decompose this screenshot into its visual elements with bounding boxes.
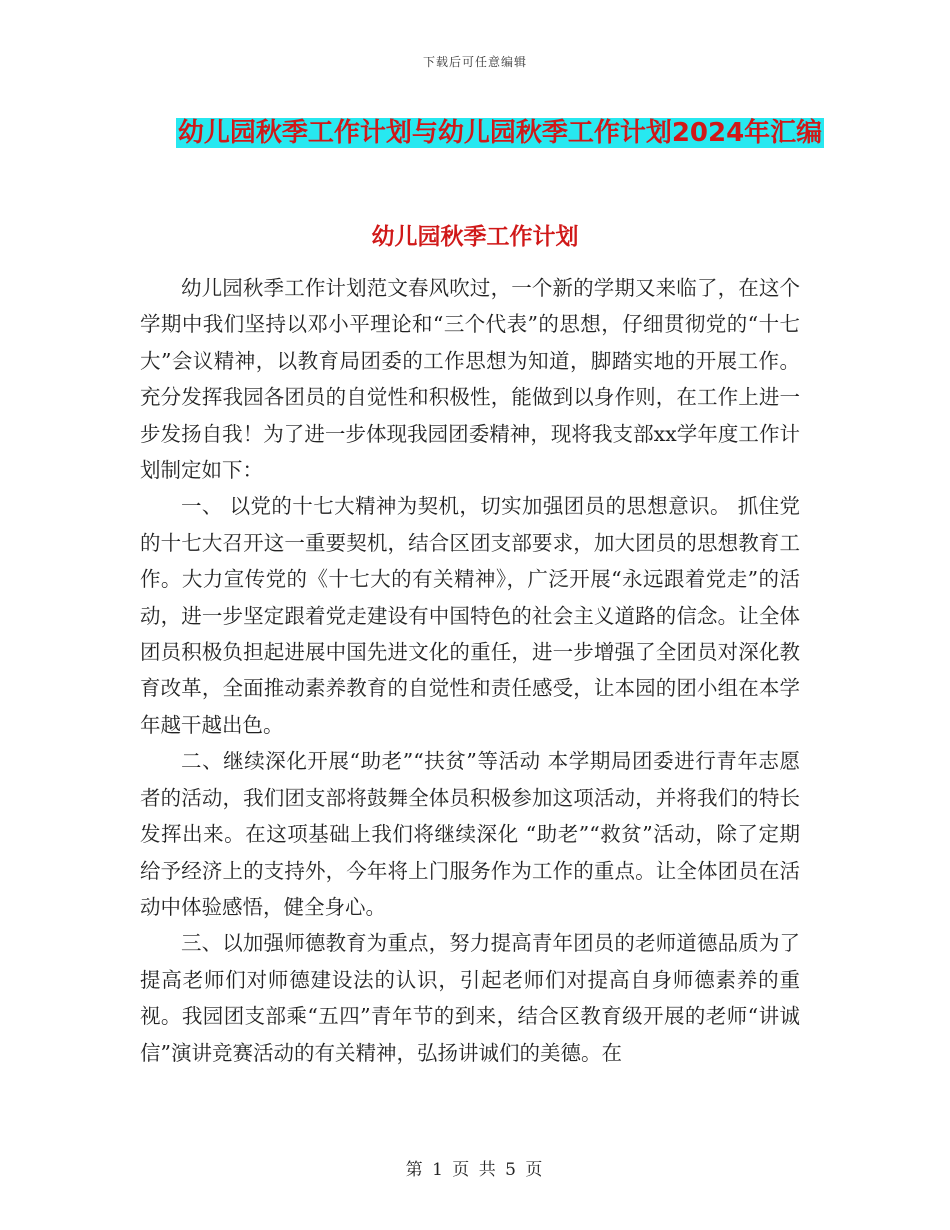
- document-title-text: 幼儿园秋季工作计划与幼儿园秋季工作计划2024年汇编: [177, 118, 823, 148]
- document-title: [140, 110, 860, 156]
- document-body: [140, 270, 800, 1071]
- paragraph-intro: 幼儿园秋季工作计划范文春风吹过，一个新的学期又来临了，在这个学期中我们坚持以邓小平理论和“三个代表”的思想，仔细贯彻党的“十七大”会议精神，以教育局团委的工作思想为知道，脚踏实地的开展工作。充分发挥我园各团员的自觉性和积极性，能做到以身作则，在工作上进一步发扬自我！为了进一步体现我园团委精神，现将我支部xx学年度工作计划制定如下：: [140, 276, 800, 483]
- page-number-footer: 第 1 页 共 5 页: [405, 1160, 545, 1180]
- header-note: 下载后可任意编辑: [422, 55, 527, 69]
- section-title: 幼儿园秋季工作计划: [371, 224, 579, 250]
- paragraph-item-3: 三、以加强师德教育为重点，努力提高青年团员的老师道德品质为了提高老师们对师德建设法的认识，引起老师们对提高自身师德素养的重视。我园团支部乘“五四”青年节的到来，结合区教育级开展的老师“讲诚信”演讲竞赛活动的有关精神，弘扬讲诚们的美德。在: [140, 931, 800, 1065]
- paragraph-item-2: 二、继续深化开展“助老”“扶贫”等活动 本学期局团委进行青年志愿者的活动，我们团支部将鼓舞全体员积极参加这项活动，并将我们的特长发挥出来。在这项基础上我们将继续深化 “助老”“救贫”活动，除了定期给予经济上的支持外，今年将上门服务作为工作的重点。让全体团员在活动中体验感悟，健全身心。: [140, 749, 800, 919]
- paragraph-item-1: 一、 以党的十七大精神为契机，切实加强团员的思想意识。 抓住党的十七大召开这一重要契机，结合区团支部要求，加大团员的思想教育工作。大力宣传党的《十七大的有关精神》，广泛开展“永远跟着党走”的活动，进一步坚定跟着党走建设有中国特色的社会主义道路的信念。让全体团员积极负担起进展中国先进文化的重任，进一步增强了全团员对深化教育改革，全面推动素养教育的自觉性和责任感受，让本园的团小组在本学年越干越出色。: [140, 494, 800, 737]
